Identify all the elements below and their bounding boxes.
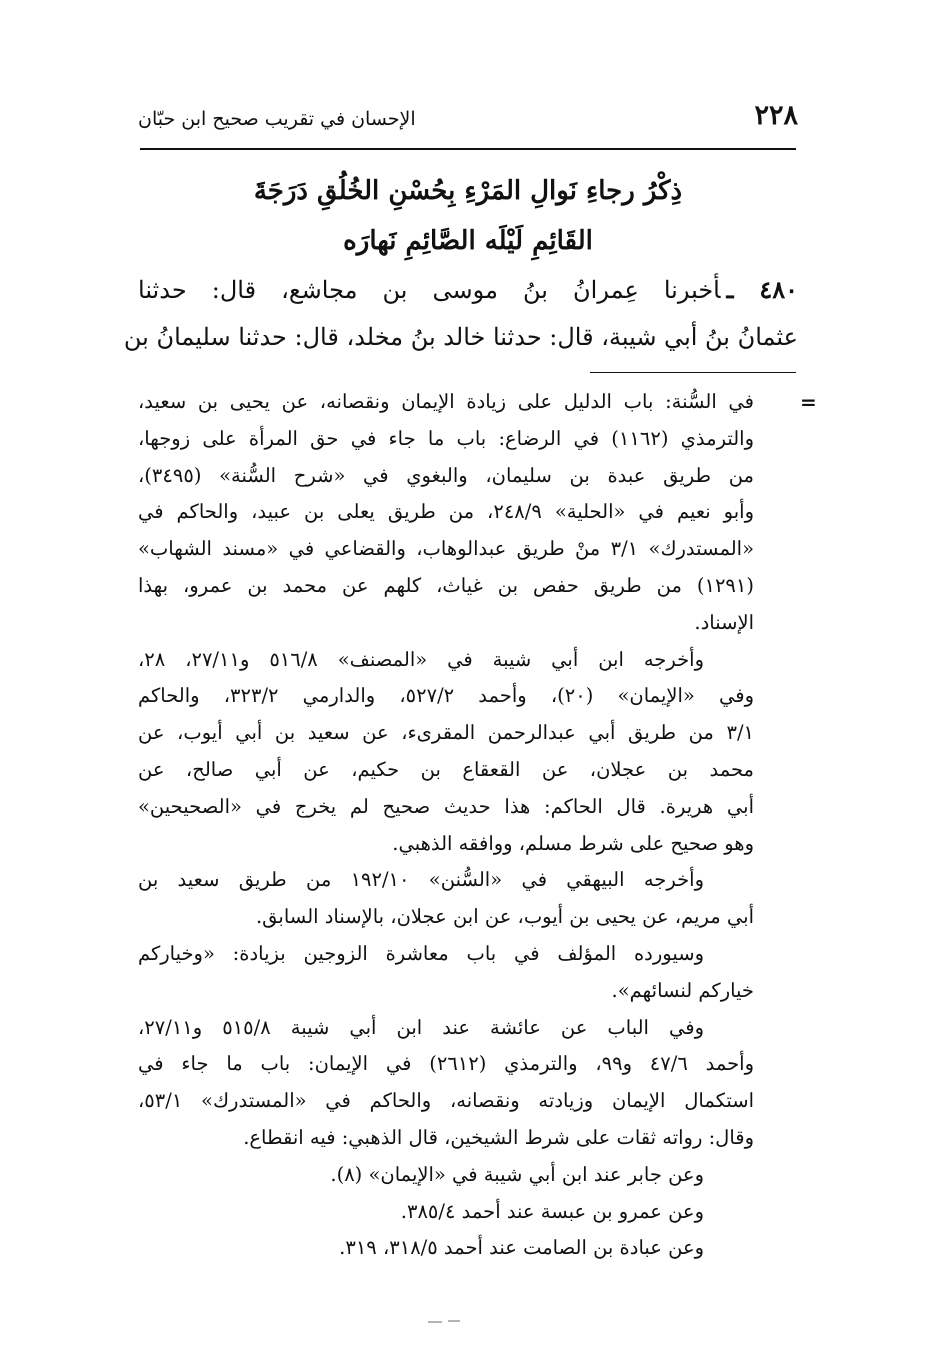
footnote-line: وأحمد ٤٧/٦ و٩٩، والترمذي (٢٦١٢) في الإيمان: باب ما جاء في [138, 1052, 754, 1076]
page-smudge-mark [420, 1316, 480, 1326]
footnote-line: وأخرجه ابن أبي شيبة في «المصنف» ٥١٦/٨ و٢٧/١١، ٢٨، [138, 647, 704, 671]
footnote-line: (١٢٩١) من طريق حفص بن غياث، كلهم عن محمد بن عمرو، بهذا [138, 573, 754, 597]
footnote-line: وعن عبادة بن الصامت عند أحمد ٣١٨/٥، ٣١٩. [339, 1236, 704, 1260]
hadith-line-1 [138, 266, 798, 314]
footnote-line: وهو صحيح على شرط مسلم، ووافقه الذهبي. [392, 831, 754, 855]
footnote-line: ٣/١ من طريق أبي عبدالرحمن المقرىء، عن سعيد بن أبي أيوب، عن [138, 721, 754, 745]
chapter-heading [140, 166, 796, 266]
hadith-line-2: عثمانُ بنُ أبي شيبة، قال: حدثنا خالد بنُ مخلد، قال: حدثنا سليمانُ بن [123, 323, 798, 351]
footnote-line: وعن عمرو بن عبسة عند أحمد ٣٨٥/٤. [400, 1199, 704, 1223]
footnote-line: الإسناد. [694, 610, 754, 634]
page-number: ٢٢٨ [754, 100, 798, 131]
running-head [138, 100, 798, 144]
footnote-line: استكمال الإيمان وزيادته ونقصانه، والحاكم في «المستدرك» ٥٣/١، [138, 1089, 754, 1113]
hadith-line-1-text: أخبرنا عِمرانُ بنُ موسى بن مجاشع، قال: حدثنا [138, 276, 721, 304]
footnote-line: وأبو نعيم في «الحلية» ٢٤٨/٩، من طريق يعلى بن عبيد، والحاكم في [138, 500, 754, 524]
footnote-line: خياركم لنسائهم». [611, 978, 754, 1002]
footnotes [138, 384, 754, 1267]
hadith-number: ٤٨٠ ـ [726, 275, 798, 304]
footnote-rule [590, 372, 796, 373]
footnote-line: من طريق عبدة بن سليمان، والبغوي في «شرح السُّنة» (٣٤٩٥)، [138, 463, 754, 487]
continuation-mark: = [800, 390, 817, 414]
chapter-heading-line-1: ذِكْرُ رجاءِ نَوالِ المَرْءِ بِحُسْنِ الخُلُقِ دَرَجَةَ [253, 176, 683, 206]
hadith-text [123, 266, 798, 361]
footnote-line: وسيورده المؤلف في باب معاشرة الزوجين بزيادة: «وخياركم [138, 941, 704, 965]
book-title: الإحسان في تقريب صحيح ابن حبّان [138, 108, 416, 130]
footnote-line: في السُّنة: باب الدليل على زيادة الإيمان ونقصانه، عن يحيى بن سعيد، [138, 390, 754, 413]
footnote-line: أبي هريرة. قال الحاكم: هذا حديث صحيح لم يخرج في «الصحيحين» [138, 794, 754, 818]
footnote-line: وأخرجه البيهقي في «السُّنن» ١٩٢/١٠ من طريق سعيد بن [138, 868, 704, 892]
footnote-line: وقال: رواته ثقات على شرط الشيخين، قال الذهبي: فيه انقطاع. [243, 1125, 754, 1149]
footnote-line: وفي «الإيمان» (٢٠)، وأحمد ٥٢٧/٢، والدارمي ٣٢٣/٢، والحاكم [138, 684, 754, 708]
footnote-line: أبي مريم، عن يحيى بن أيوب، عن ابن عجلان، بالإسناد السابق. [255, 905, 754, 929]
footnote-line: «المستدرك» ٣/١ منْ طريق عبدالوهاب، والقضاعي في «مسند الشهاب» [138, 537, 754, 561]
header-rule [140, 148, 796, 150]
footnote-line: والترمذي (١١٦٢) في الرضاع: باب ما جاء في حق المرأة على زوجها، [138, 426, 754, 450]
chapter-heading-line-2: القَائِمِ لَيْلَه الصَّائِمِ نَهارَه [343, 226, 593, 256]
footnote-line: وعن جابر عند ابن أبي شيبة في «الإيمان» (٨). [330, 1162, 704, 1186]
footnote-line: وفي الباب عن عائشة عند ابن أبي شيبة ٥١٥/٨ و٢٧/١١، [138, 1015, 704, 1039]
footnote-line: محمد بن عجلان، عن القعقاع بن حكيم، عن أبي صالح، عن [138, 757, 754, 781]
